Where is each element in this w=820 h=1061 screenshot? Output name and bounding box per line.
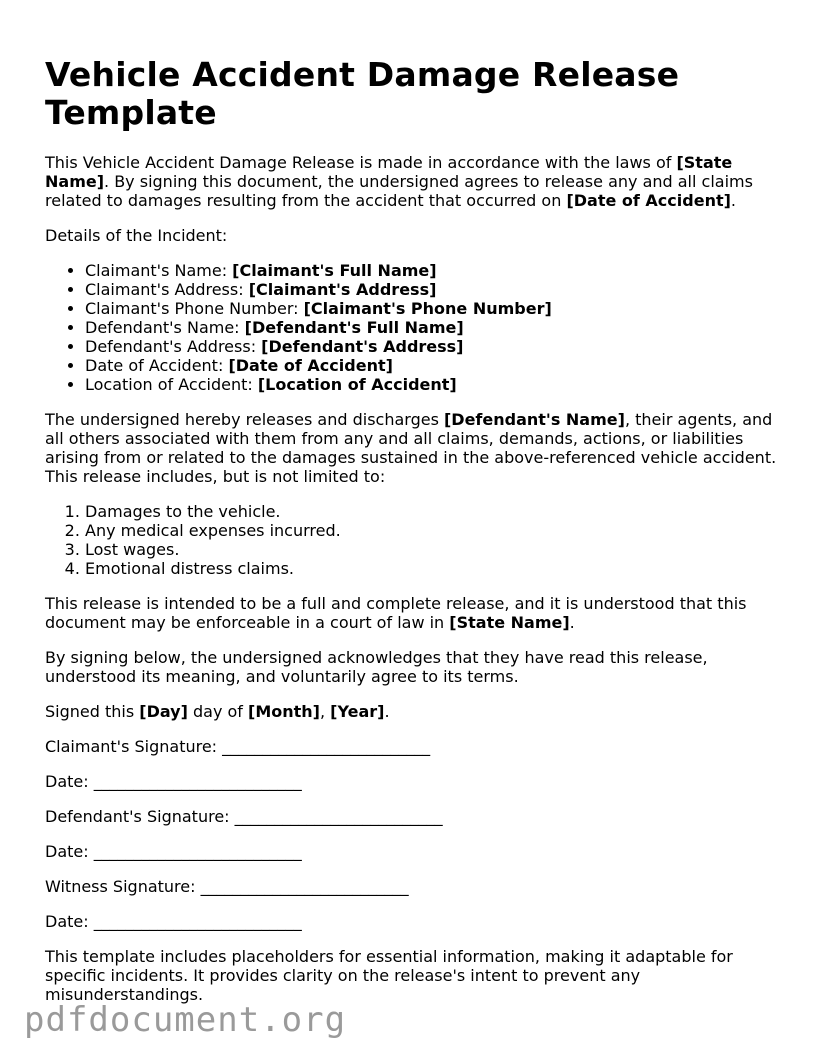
list-item — [85, 280, 780, 299]
release-text-2: , their agents, and all others associated with them from any and all claims, demands, actions, or liabilities arising from or related to the damages sustained in the above-referenced vehicle accident. This release includes, but is not limited to: — [45, 410, 777, 486]
year-placeholder: [Year] — [330, 702, 385, 721]
full-release-text-1: This release is intended to be a full and complete release, and it is understood that this document may be enforceable in a court of law in — [45, 594, 747, 632]
document-title: Vehicle Accident Damage Release Template — [45, 55, 680, 132]
detail-value: [Claimant's Full Name] — [232, 261, 437, 280]
details-heading: Details of the Incident: — [45, 226, 228, 245]
details-list — [45, 261, 780, 394]
signed-text-4: . — [384, 702, 390, 721]
list-item — [85, 318, 780, 337]
full-release-paragraph — [45, 594, 780, 632]
detail-label: Defendant's Name: — [85, 318, 245, 337]
release-text-1: The undersigned hereby releases and discharges — [45, 410, 444, 429]
claimant-signature-line: Claimant's Signature: __________________________ — [45, 737, 431, 756]
signed-text-1: Signed this — [45, 702, 140, 721]
includes-list — [45, 502, 780, 578]
detail-value: [Date of Accident] — [228, 356, 393, 375]
detail-value: [Defendant's Address] — [261, 337, 464, 356]
date-of-accident-placeholder: [Date of Accident] — [566, 191, 731, 210]
list-item — [85, 299, 780, 318]
defendant-date-line: Date: __________________________ — [45, 842, 302, 861]
defendant-name-placeholder: [Defendant's Name] — [443, 410, 625, 429]
release-paragraph — [45, 410, 780, 486]
defendant-signature-line: Defendant's Signature: __________________________ — [45, 807, 443, 826]
detail-value: [Defendant's Full Name] — [244, 318, 464, 337]
closing-paragraph: This template includes placeholders for essential information, making it adaptable for specific incidents. It provides clarity on the release's intent to prevent any misunderstandings. — [45, 947, 733, 1004]
state-name-placeholder: [State Name] — [45, 153, 733, 191]
detail-label: Claimant's Address: — [85, 280, 249, 299]
witness-date-line: Date: __________________________ — [45, 912, 302, 931]
list-item: 4. Emotional distress claims. — [85, 559, 780, 578]
detail-label: Claimant's Name: — [85, 261, 233, 280]
list-item: 2. Any medical expenses incurred. — [85, 521, 780, 540]
detail-label: Defendant's Address: — [85, 337, 262, 356]
signed-text-3: , — [319, 702, 331, 721]
intro-text-1: This Vehicle Accident Damage Release is made in accordance with the laws of — [45, 153, 677, 172]
watermark-logo: pdfdocument.org — [24, 1000, 347, 1040]
signed-text-2: day of — [187, 702, 249, 721]
list-item: 1. Damages to the vehicle. — [85, 502, 780, 521]
detail-label: Location of Accident: — [85, 375, 258, 394]
detail-value: [Claimant's Phone Number] — [303, 299, 552, 318]
day-placeholder: [Day] — [139, 702, 188, 721]
intro-text-3: . — [730, 191, 737, 210]
list-item — [85, 375, 780, 394]
detail-value: [Claimant's Address] — [248, 280, 437, 299]
signed-line — [45, 702, 780, 721]
detail-value: [Location of Accident] — [257, 375, 457, 394]
acknowledge-paragraph: By signing below, the undersigned acknowledges that they have read this release, understood its meaning, and voluntarily agree to its terms. — [45, 648, 708, 686]
state-name-placeholder: [State Name] — [449, 613, 570, 632]
list-item: 3. Lost wages. — [85, 540, 780, 559]
detail-label: Claimant's Phone Number: — [85, 299, 304, 318]
claimant-date-line: Date: __________________________ — [45, 772, 302, 791]
witness-signature-line: Witness Signature: __________________________ — [45, 877, 409, 896]
document-page — [45, 56, 780, 1020]
month-placeholder: [Month] — [248, 702, 320, 721]
intro-text-2: . By signing this document, the undersigned agrees to release any and all claims related to damages resulting from the accident that occurred on — [45, 172, 753, 210]
detail-label: Date of Accident: — [85, 356, 229, 375]
list-item — [85, 261, 780, 280]
full-release-text-2: . — [569, 613, 575, 632]
list-item — [85, 337, 780, 356]
intro-paragraph — [45, 153, 780, 210]
list-item — [85, 356, 780, 375]
